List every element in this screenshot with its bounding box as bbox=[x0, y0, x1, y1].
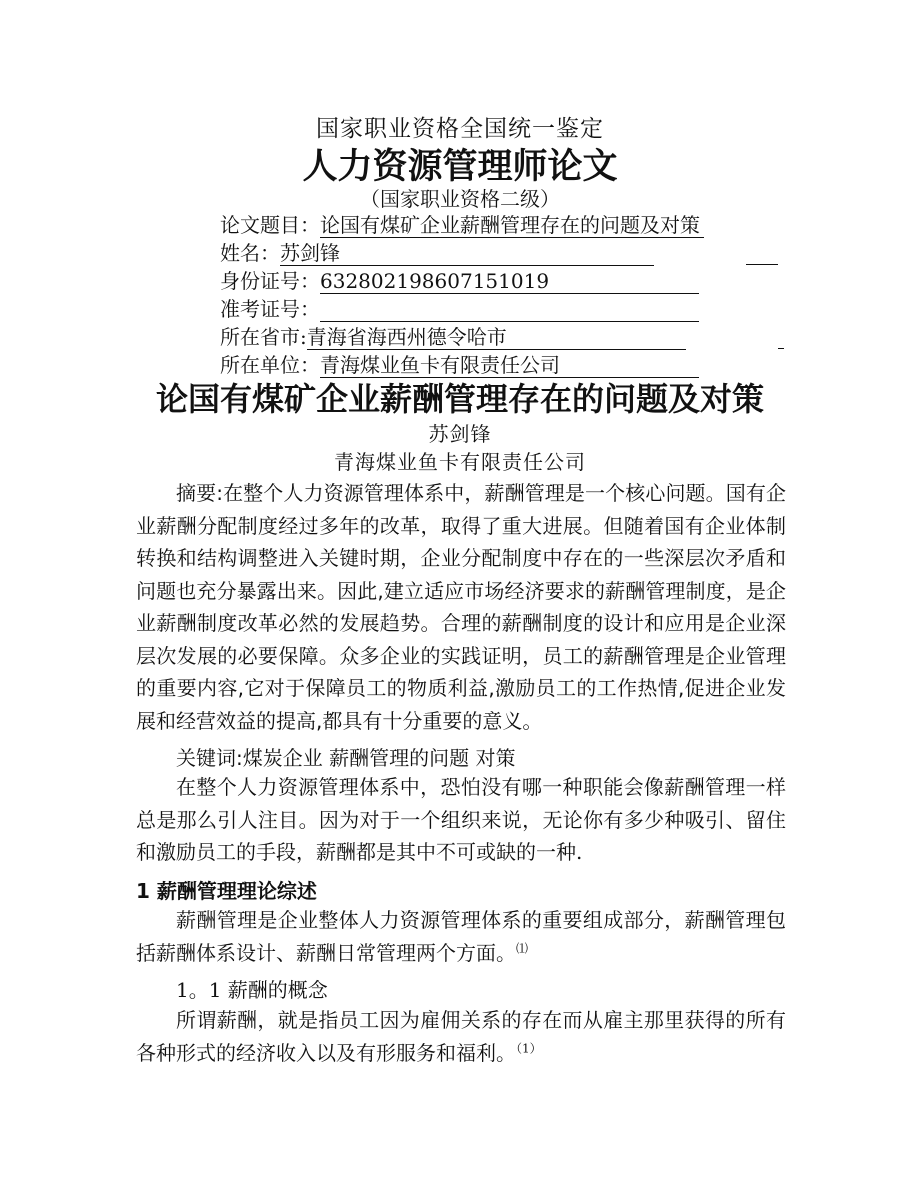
province-value: 青海省海西州德令哈市 bbox=[307, 325, 686, 350]
id-label: 身份证号： bbox=[220, 269, 320, 293]
name-trailing-underline bbox=[746, 263, 778, 265]
name-label: 姓名： bbox=[220, 241, 280, 265]
section-1-paragraph bbox=[136, 904, 786, 969]
section-1-reference: ⑴ bbox=[516, 940, 529, 955]
certification-line: 国家职业资格全国统一鉴定 bbox=[316, 116, 604, 142]
info-id-row bbox=[220, 265, 699, 295]
article-organization: 青海煤业鱼卡有限责任公司 bbox=[334, 450, 586, 474]
section-1-1-heading: 1。1 薪酬的概念 bbox=[176, 978, 328, 1002]
province-trailing-underline bbox=[778, 347, 784, 349]
unit-value: 青海煤业鱼卡有限责任公司 bbox=[320, 353, 699, 378]
unit-label: 所在单位： bbox=[220, 353, 320, 377]
section-1-1-text: 所谓薪酬，就是指员工因为雇佣关系的存在而从雇主那里获得的所有各种形式的经济收入以及有形服务和福利。 bbox=[136, 1008, 786, 1065]
section-1-1-paragraph bbox=[136, 1004, 786, 1069]
info-exam-row bbox=[220, 293, 699, 323]
abstract-paragraph: 摘要:在整个人力资源管理体系中，薪酬管理是一个核心问题。国有企业薪酬分配制度经过多年的改革，取得了重大进展。但随着国有企业体制转换和结构调整进入关键时期，企业分配制度中存在的一些深层次矛盾和问题也充分暴露出来。因此,建立适应市场经济要求的薪酬管理制度，是企业薪酬制度改革必然的发展趋势。合理的薪酬制度的设计和应用是企业深层次发展的必要保障。众多企业的实践证明，员工的薪酬管理是企业管理的重要内容,它对于保障员工的物质利益,激励员工的工作热情,促进企业发展和经营效益的提高,都具有十分重要的意义。 bbox=[136, 481, 786, 733]
article-author: 苏剑锋 bbox=[428, 422, 492, 446]
intro-paragraph: 在整个人力资源管理体系中，恐怕没有哪一种职能会像薪酬管理一样总是那么引人注目。因为对于一个组织来说，无论你有多少种吸引、留住和激励员工的手段，薪酬都是其中不可或缺的一种. bbox=[136, 775, 786, 864]
id-value: 632802198607151019 bbox=[320, 269, 699, 294]
info-topic-row bbox=[220, 209, 704, 239]
topic-label: 论文题目： bbox=[220, 213, 320, 237]
keywords-line: 关键词:煤炭企业 薪酬管理的问题 对策 bbox=[176, 746, 516, 770]
thesis-type-title: 人力资源管理师论文 bbox=[302, 147, 618, 187]
section-1-text: 薪酬管理是企业整体人力资源管理体系的重要组成部分，薪酬管理包括薪酬体系设计、薪酬日常管理两个方面。 bbox=[136, 908, 786, 965]
qualification-level: （国家职业资格二级） bbox=[360, 187, 560, 211]
article-title: 论国有煤矿企业薪酬管理存在的问题及对策 bbox=[155, 380, 764, 418]
exam-label: 准考证号： bbox=[220, 297, 320, 321]
exam-value bbox=[320, 297, 699, 322]
name-value: 苏剑锋 bbox=[280, 241, 654, 266]
topic-value: 论国有煤矿企业薪酬管理存在的问题及对策 bbox=[320, 213, 704, 238]
province-label: 所在省市: bbox=[220, 325, 307, 349]
section-1-heading: 1 薪酬管理理论综述 bbox=[136, 879, 317, 903]
info-name-row bbox=[220, 237, 654, 267]
info-province-row bbox=[220, 321, 686, 351]
section-1-1-reference: （1） bbox=[516, 1040, 542, 1055]
